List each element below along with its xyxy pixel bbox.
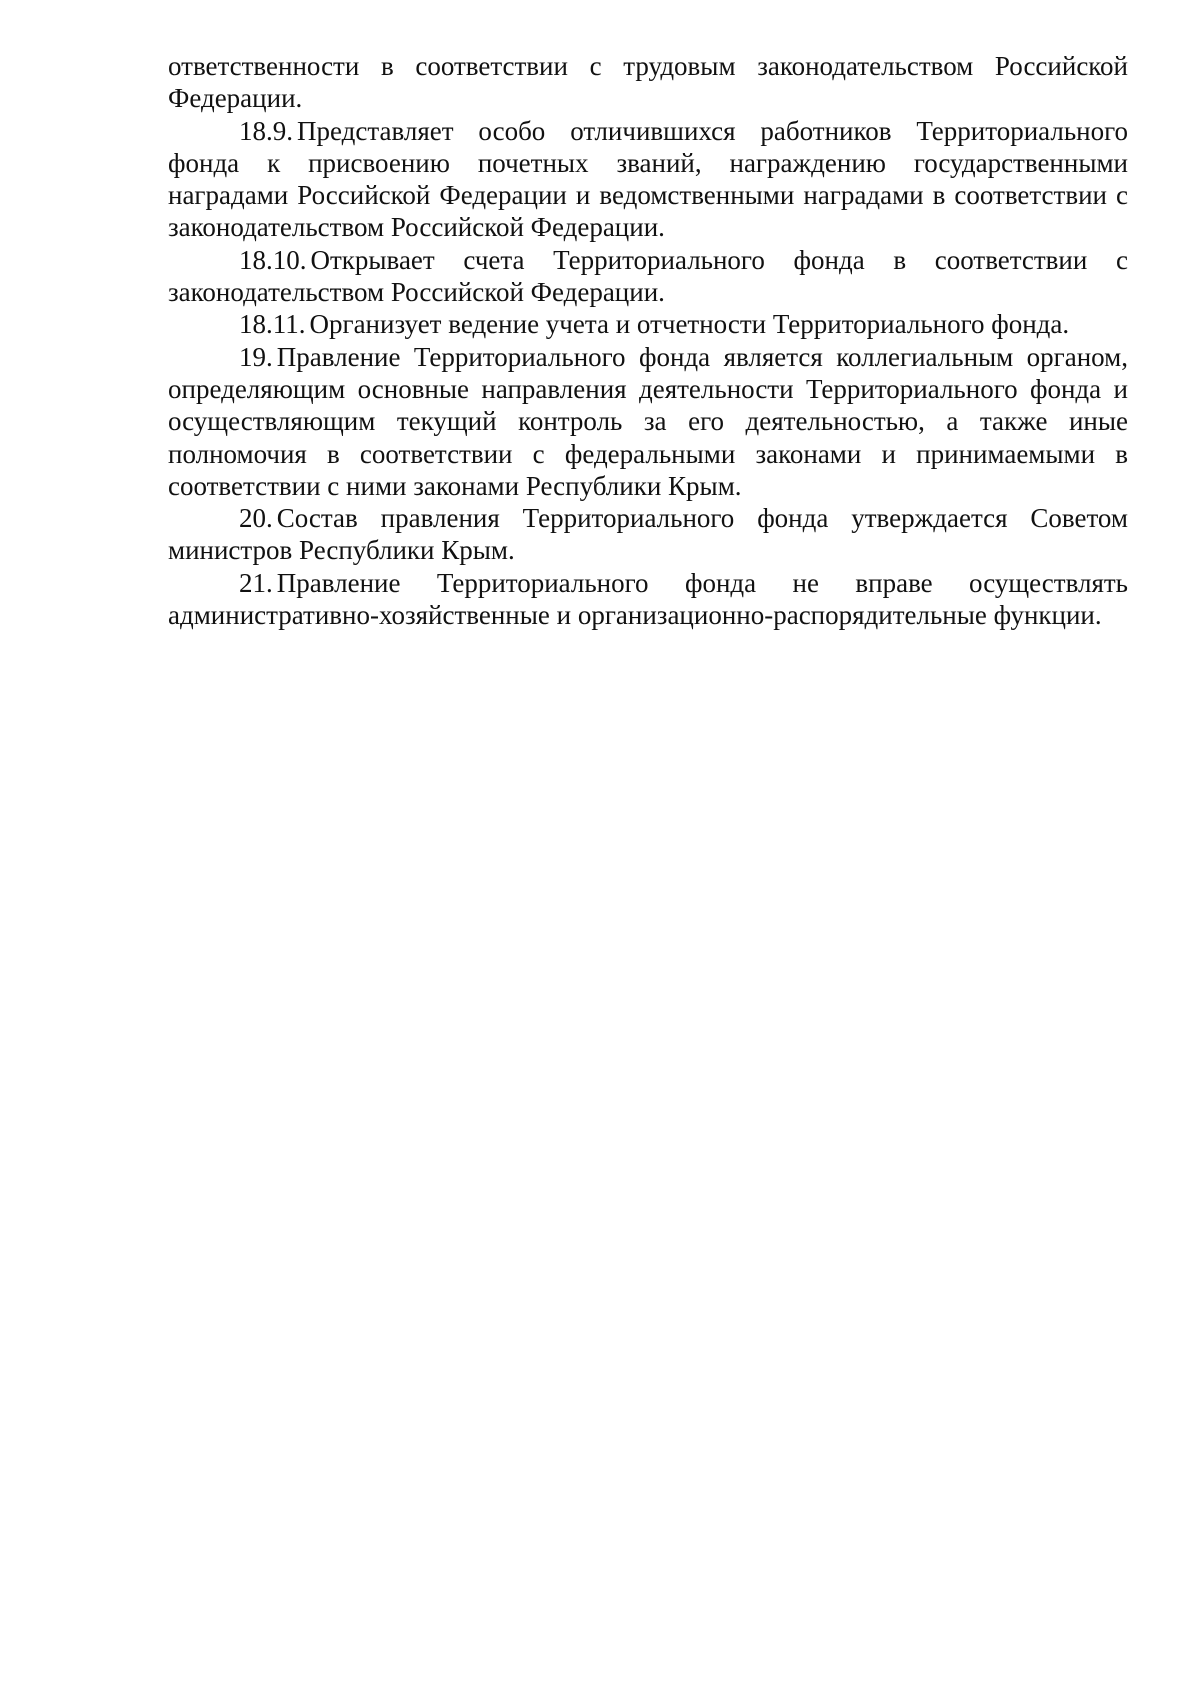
paragraph-number: 18.11. <box>239 309 306 340</box>
paragraph-continuation <box>168 50 1128 115</box>
paragraph-21 <box>168 567 1128 632</box>
document-page <box>168 50 1128 631</box>
paragraph-number: 21. <box>239 567 273 598</box>
paragraph-18-10 <box>168 244 1128 309</box>
paragraph-text: Правление Территориального фонда является коллегиальным органом, определяющим основные направления деятельности Территориального фонда и осуществляющим текущий контроль за его деятельностью, а также иные полномочия в соответствии с федеральными законами и принимаемыми в соответствии с ними законами Республики Крым. <box>168 341 1128 501</box>
paragraph-text: Организует ведение учета и отчетности Территориального фонда. <box>309 309 1070 340</box>
paragraph-20 <box>168 502 1128 567</box>
paragraph-number: 20. <box>239 503 273 534</box>
paragraph-text: Состав правления Территориального фонда утверждается Советом министров Республики Крым. <box>168 503 1128 566</box>
paragraph-number: 19. <box>239 341 273 372</box>
paragraph-18-11 <box>168 308 1128 340</box>
paragraph-18-9 <box>168 115 1128 244</box>
paragraph-text: Правление Территориального фонда не вправе осуществлять административно-хозяйственные и организационно-распорядительные функции. <box>168 567 1128 631</box>
paragraph-number: 18.9. <box>239 115 293 146</box>
paragraph-number: 18.10. <box>239 244 307 275</box>
paragraph-text: ответственности в соответствии с трудовым законодательством Российской Федерации. <box>168 51 1128 114</box>
paragraph-19 <box>168 341 1128 502</box>
paragraph-text: Открывает счета Территориального фонда в соответствии с законодательством Российской Федерации. <box>168 244 1128 308</box>
paragraph-text: Представляет особо отличившихся работников Территориального фонда к присвоению почетных званий, награждению государственными наградами Российской Федерации и ведомственными наградами в соответствии с законодательством Российской Федерации. <box>168 115 1128 243</box>
